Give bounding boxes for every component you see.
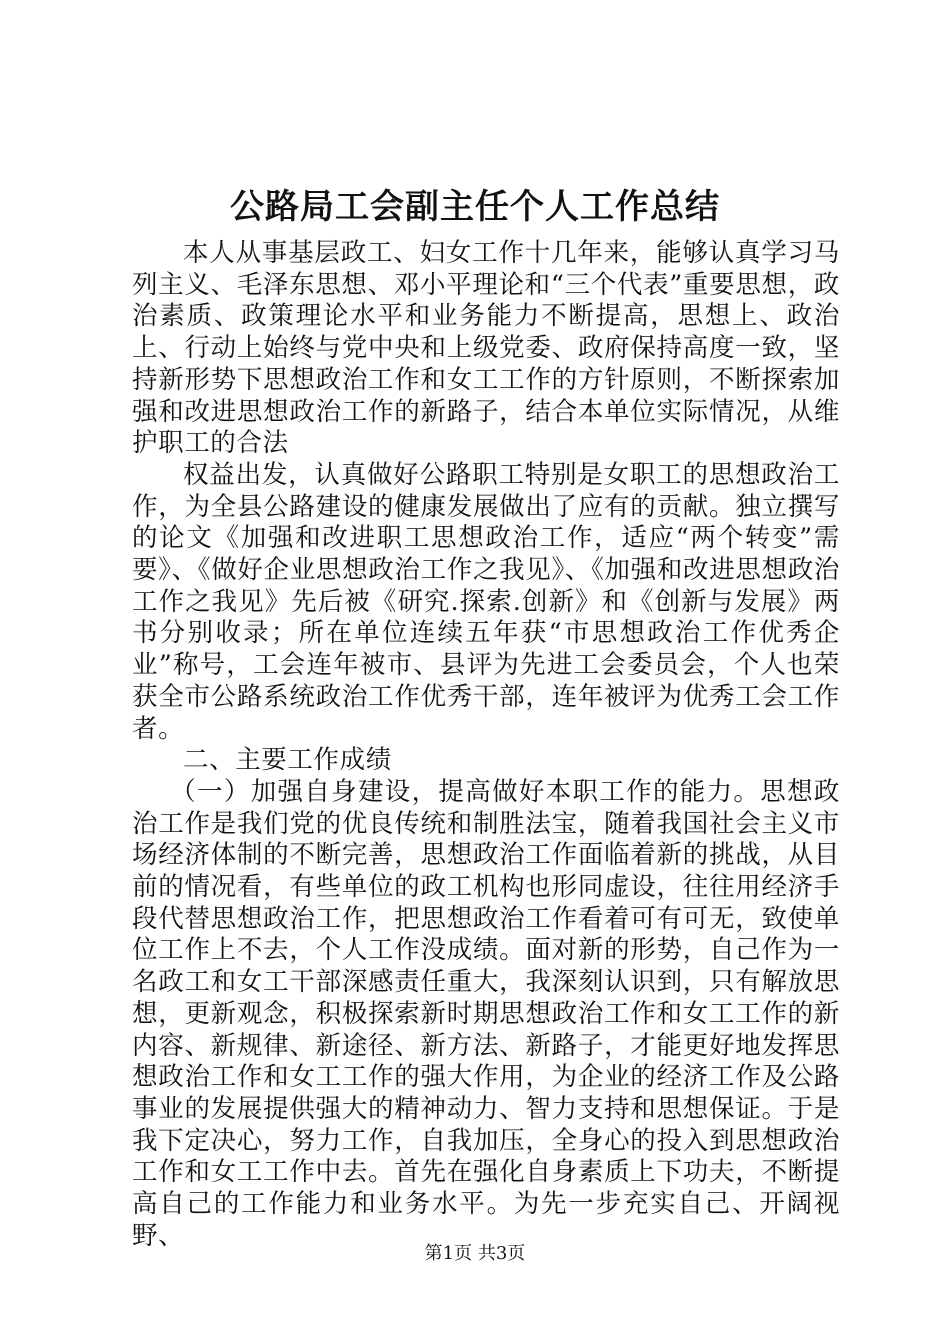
document-body [132,238,840,1253]
document-title: 公路局工会副主任个人工作总结 [230,187,720,227]
section-heading-achievements: 二、主要工作成绩 [183,745,392,776]
paragraph-rights: 权益出发，认真做好公路职工特别是女职工的思想政治工作，为全县公路建设的健康发展做出了应有的贡献。独立撰写的论文《加强和改进职工思想政治工作，适应“两个转变”需要》、《做好企业思想政治工作之我见》、《加强和改进思想政治工作之我见》先后被《研究.探索.创新》和《创新与发展》两书分别收录；所在单位连续五年获“市思想政治工作优秀企业”称号，工会连年被市、县评为先进工会委员会，个人也荣获全市公路系统政治工作优秀干部，连年被评为优秀工会工作者。 [132,459,840,744]
paragraph-self-building: （一）加强自身建设，提高做好本职工作的能力。思想政治工作是我们党的优良传统和制胜法宝，随着我国社会主义市场经济体制的不断完善，思想政治工作面临着新的挑战，从目前的情况看，有些单位的政工机构也形同虚设，往往用经济手段代替思想政治工作，把思想政治工作看着可有可无，致使单位工作上不去，个人工作没成绩。面对新的形势，自己作为一名政工和女工干部深感责任重大，我深刻认识到，只有解放思想，更新观念，积极探索新时期思想政治工作和女工工作的新内容、新规律、新途径、新方法、新路子，才能更好地发挥思想政治工作和女工工作的强大作用，为企业的经济工作及公路事业的发展提供强大的精神动力、智力支持和思想保证。于是我下定决心，努力工作，自我加压，全身心的投入到思想政治工作和女工工作中去。首先在强化自身素质上下功夫，不断提高自己的工作能力和业务水平。为先一步充实自己、开阔视野、 [132,776,840,1251]
page-footer: 第1页 共3页 [424,1243,526,1264]
paragraph-intro: 本人从事基层政工、妇女工作十几年来，能够认真学习马列主义、毛泽东思想、邓小平理论和“三个代表”重要思想，政治素质、政策理论水平和业务能力不断提高，思想上、政治上、行动上始终与党中央和上级党委、政府保持高度一致，坚持新形势下思想政治工作和女工工作的方针原则，不断探索加强和改进思想政治工作的新路子，结合本单位实际情况，从维护职工的合法 [132,238,840,459]
